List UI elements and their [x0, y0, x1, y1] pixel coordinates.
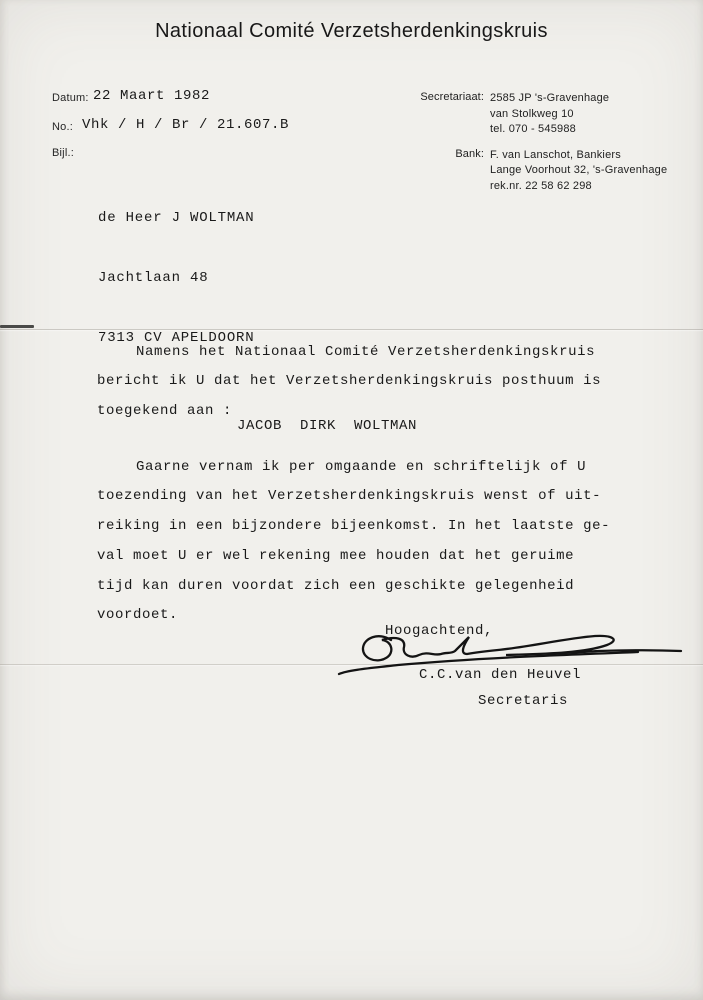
bank-address: Lange Voorhout 32, 's-Gravenhage	[490, 164, 668, 176]
body-line: Gaarne vernam ik per omgaande en schriftelijk of U	[136, 459, 587, 475]
recipient-street: Jachtlaan 48	[98, 270, 209, 286]
secretariaat-values	[490, 91, 609, 138]
bank-name: F. van Lanschot, Bankiers	[490, 148, 621, 161]
body-line: toezending van het Verzetsherdenkingskruis wenst of uit-	[97, 488, 602, 504]
signer-name: C.C.van den Heuvel	[419, 667, 582, 683]
fold-crease-upper	[0, 329, 703, 330]
bank-account: rek.nr. 22 58 62 298	[490, 179, 592, 192]
fold-mark-dash	[0, 325, 34, 328]
body-line: val moet U er wel rekening mee houden dat het geruime	[97, 548, 575, 564]
secretariaat-address: 2585 JP 's-Gravenhage	[490, 92, 610, 104]
datum-label: Datum:	[52, 92, 89, 104]
datum-value: 22 Maart 1982	[93, 88, 211, 104]
bank-row	[410, 148, 698, 195]
body-line: voordoet.	[97, 607, 179, 623]
body-line: tijd kan duren voordat zich een geschikte gelegenheid	[97, 578, 575, 594]
body-line: Namens het Nationaal Comité Verzetsherdenkingskruis	[136, 344, 596, 360]
bank-values	[490, 148, 667, 195]
bijl-label: Bijl.:	[52, 147, 74, 159]
secretariaat-label: Secretariaat:	[420, 91, 484, 103]
no-label: No.:	[52, 121, 73, 133]
signer-role: Secretaris	[478, 693, 569, 709]
closing-salutation: Hoogachtend,	[385, 623, 494, 639]
recipient-city: 7313 CV APELDOORN	[98, 330, 255, 346]
secretariaat-street: van Stolkweg 10	[490, 107, 574, 120]
bank-label: Bank:	[455, 147, 484, 160]
meta-right-block	[410, 91, 698, 194]
recipient-name: de Heer J WOLTMAN	[98, 210, 255, 226]
awardee-name: JACOB DIRK WOLTMAN	[237, 418, 418, 434]
no-value: Vhk / H / Br / 21.607.B	[82, 117, 290, 133]
body-line: toegekend aan :	[97, 403, 233, 419]
body-line: reiking in een bijzondere bijeenkomst. In het laatste ge-	[97, 518, 611, 534]
letterhead-title: Nationaal Comité Verzetsherdenkingskruis	[155, 20, 548, 42]
secretariaat-phone: tel. 070 - 545988	[490, 123, 576, 135]
body-line: bericht ik U dat het Verzetsherdenkingskruis posthuum is	[97, 373, 602, 389]
secretariaat-row	[410, 91, 698, 138]
